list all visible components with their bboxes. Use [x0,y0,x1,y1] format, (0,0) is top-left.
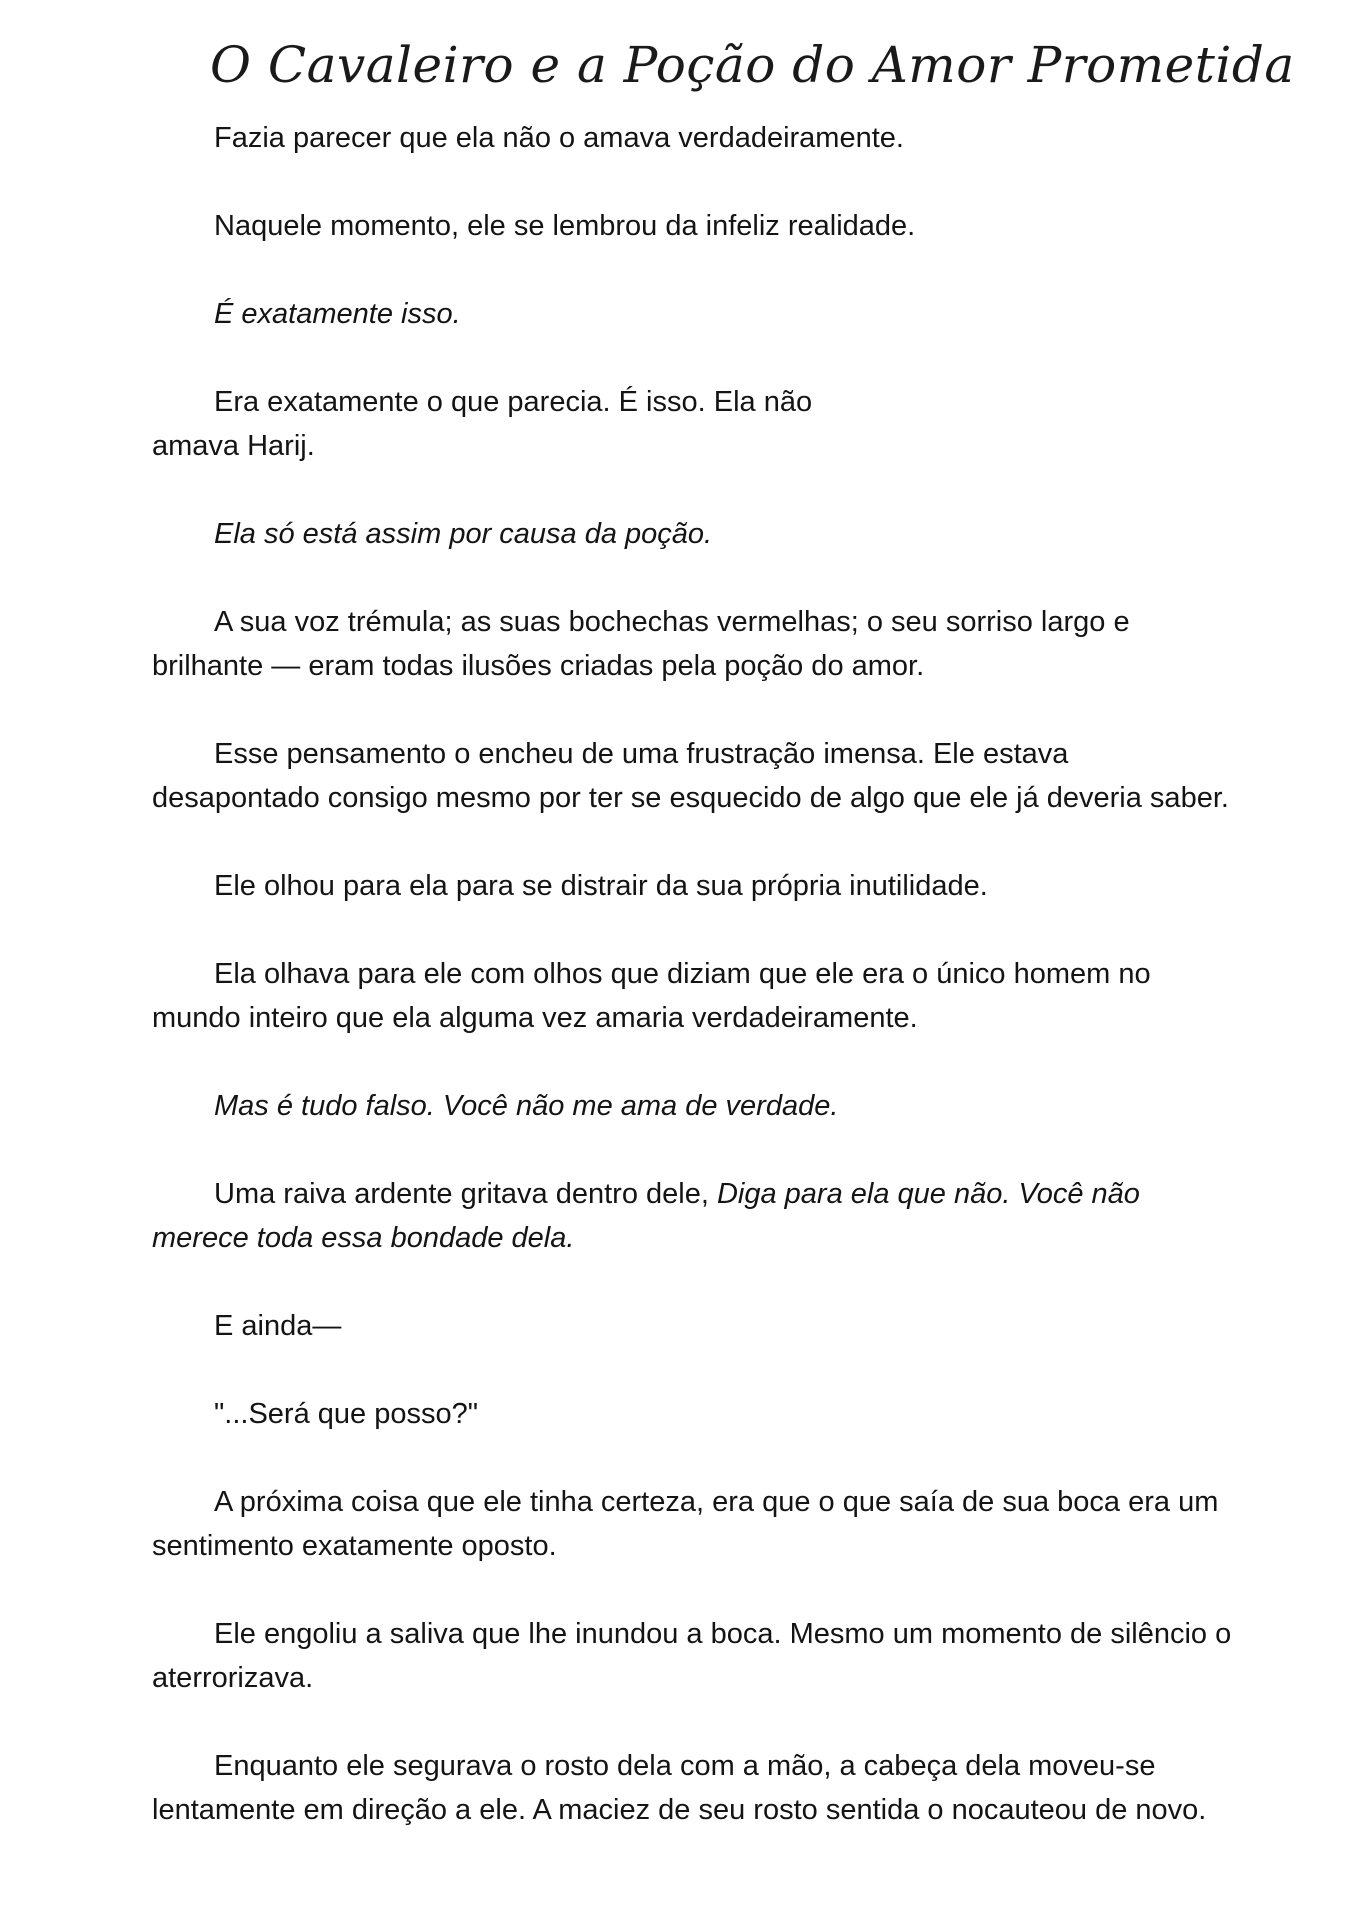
text-line: lentamente em direção a ele. A maciez de seu rosto sentida o nocauteou de novo. [152,1794,1207,1826]
text-line: E ainda— [214,1310,342,1342]
text-line: A sua voz trémula; as suas bochechas vermelhas; o seu sorriso largo e [214,606,1130,638]
paragraph [152,864,1242,908]
page-title: O Cavaleiro e a Poção do Amor Prometida [210,36,1295,94]
text-line: merece toda essa bondade dela. [152,1222,575,1254]
text-line: Mas é tudo falso. Você não me ama de verdade. [214,1090,839,1122]
paragraph [152,952,1242,1040]
text-line: Naquele momento, ele se lembrou da infeliz realidade. [214,210,916,242]
paragraph [152,1480,1242,1568]
paragraph-thought [152,512,1242,556]
paragraph [152,600,1242,688]
paragraph [152,116,1242,160]
paragraph [152,1304,1242,1348]
text-line: sentimento exatamente oposto. [152,1530,557,1562]
text-line: Esse pensamento o encheu de uma frustração imensa. Ele estava [214,738,1069,770]
text-line: Enquanto ele segurava o rosto dela com a mão, a cabeça dela moveu-se [214,1750,1156,1782]
text-line: A próxima coisa que ele tinha certeza, era que o que saía de sua boca era um [214,1486,1219,1518]
text-line: É exatamente isso. [214,298,461,330]
text-line: Era exatamente o que parecia. É isso. Ela não [214,386,813,418]
text-line: mundo inteiro que ela alguma vez amaria verdadeiramente. [152,1002,918,1034]
body-text [152,116,1242,1876]
paragraph-thought [152,292,1242,336]
text-line: brilhante — eram todas ilusões criadas pela poção do amor. [152,650,925,682]
paragraph-dialogue [152,1392,1242,1436]
text-line: desapontado consigo mesmo por ter se esquecido de algo que ele já deveria saber. [152,782,1229,814]
text-line: aterrorizava. [152,1662,314,1694]
text-line: Ela só está assim por causa da poção. [214,518,713,550]
text-line [152,1172,1242,1216]
text-line: Ele engoliu a saliva que lhe inundou a boca. Mesmo um momento de silêncio o [214,1618,1232,1650]
text-segment-italic: Diga para ela que não. Você não [716,1178,1140,1210]
text-line: amava Harij. [152,430,315,462]
paragraph [152,732,1242,820]
text-line: Fazia parecer que ela não o amava verdadeiramente. [214,122,904,154]
paragraph [152,380,1242,468]
text-line: Ele olhou para ela para se distrair da sua própria inutilidade. [214,870,988,902]
paragraph [152,204,1242,248]
paragraph-thought [152,1084,1242,1128]
text-line: Ela olhava para ele com olhos que diziam que ele era o único homem no [214,958,1151,990]
paragraph [152,1744,1242,1832]
paragraph [152,1612,1242,1700]
paragraph [152,1172,1242,1260]
text-segment: Uma raiva ardente gritava dentro dele, [214,1178,717,1210]
text-line: "...Será que posso?" [214,1398,479,1430]
